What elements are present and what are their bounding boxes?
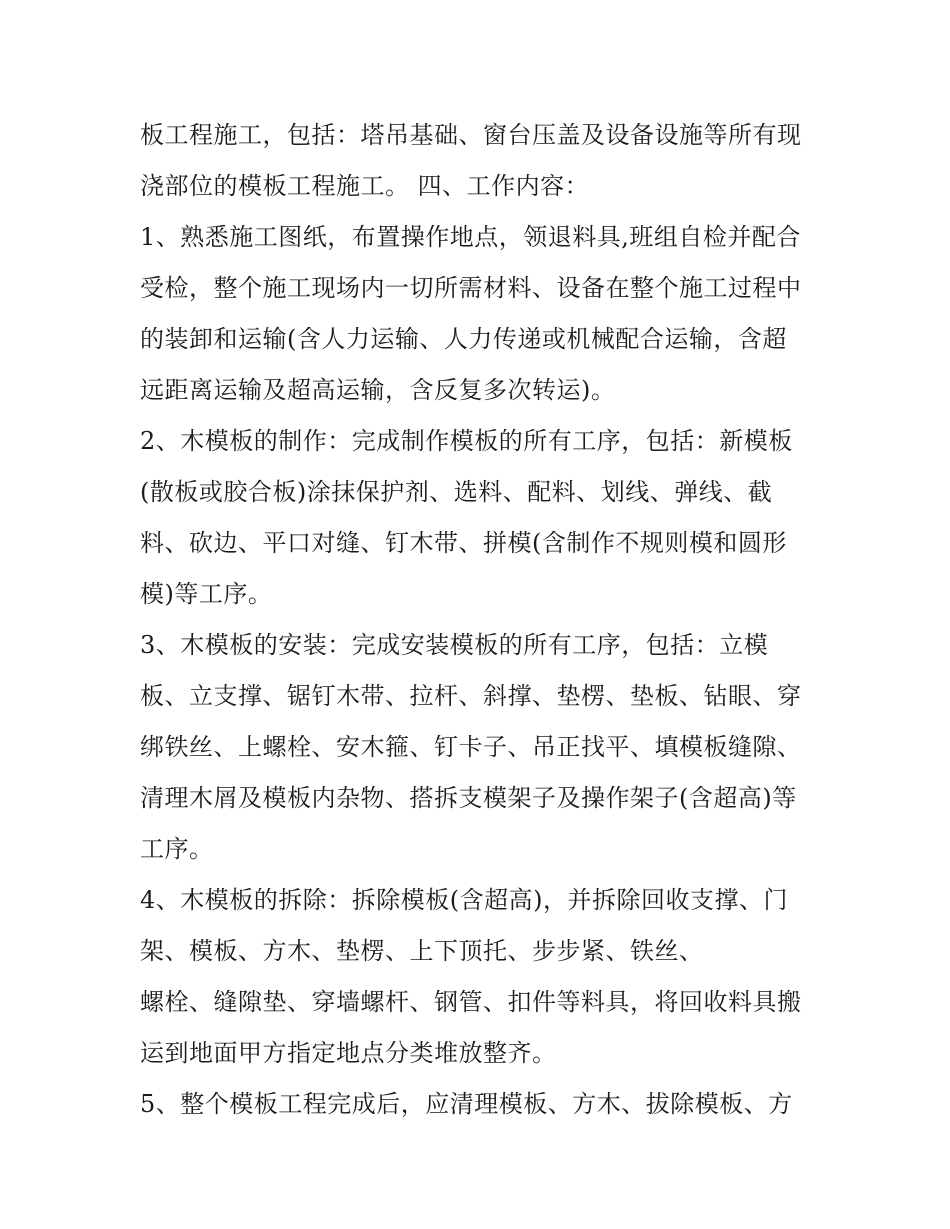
text-line: 螺栓、缝隙垫、穿墙螺杆、钢管、扣件等料具，将回收料具搬 xyxy=(140,988,802,1016)
text-line: 浇部位的模板工程施工。 四、工作内容： xyxy=(140,172,590,200)
text-line: (散板或胶合板)涂抹保护剂、选料、配料、划线、弹线、截 xyxy=(140,478,773,506)
text-line: 工序。 xyxy=(140,835,214,863)
text-line: 清理木屑及模板内杂物、搭拆支模架子及操作架子(含超高)等 xyxy=(140,784,797,812)
text-line: 绑铁丝、上螺栓、安木箍、钉卡子、吊正找平、填模板缝隙、 xyxy=(140,733,802,761)
text-line: 2、木模板的制作：完成制作模板的所有工序，包括：新模板 xyxy=(140,427,793,455)
text-line: 架、模板、方木、垫楞、上下顶托、步步紧、铁丝、 xyxy=(140,937,704,965)
text-line: 板、立支撑、锯钉木带、拉杆、斜撑、垫楞、垫板、钻眼、穿 xyxy=(140,682,802,710)
text-line: 板工程施工，包括：塔吊基础、窗台压盖及设备设施等所有现 xyxy=(140,121,802,149)
text-line: 料、砍边、平口对缝、钉木带、拼模(含制作不规则模和圆形 xyxy=(140,529,787,557)
text-line: 5、整个模板工程完成后，应清理模板、方木、拔除模板、方 xyxy=(140,1090,793,1118)
body-text xyxy=(140,110,830,1130)
text-line: 运到地面甲方指定地点分类堆放整齐。 xyxy=(140,1039,557,1067)
text-line: 1、熟悉施工图纸，布置操作地点，领退料具,班组自检并配合 xyxy=(140,223,801,251)
text-line: 远距离运输及超高运输，含反复多次转运)。 xyxy=(140,376,616,404)
text-line: 模)等工序。 xyxy=(140,580,273,608)
text-line: 3、木模板的安装：完成安装模板的所有工序，包括：立模 xyxy=(140,631,769,659)
text-line: 4、木模板的拆除：拆除模板(含超高)，并拆除回收支撑、门 xyxy=(140,886,788,914)
text-line: 的装卸和运输(含人力运输、人力传递或机械配合运输，含超 xyxy=(140,325,787,353)
text-line: 受检，整个施工现场内一切所需材料、设备在整个施工过程中 xyxy=(140,274,802,302)
